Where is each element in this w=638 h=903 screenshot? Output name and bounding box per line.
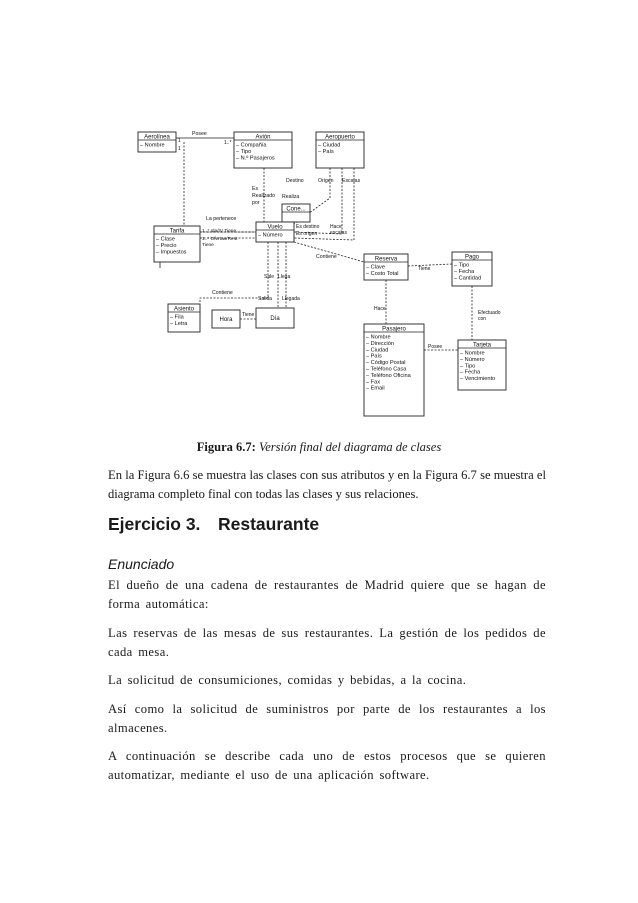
exercise-title: Restaurante — [218, 514, 320, 534]
class-attr-tarifa: – Precio — [156, 242, 177, 249]
label-tiene: Tiene — [418, 266, 431, 272]
class-attr-tarjeta: – Vencimiento — [460, 376, 496, 383]
class-attr-pago: – Tipo — [454, 262, 470, 269]
class-attr-vuelo: – Número — [258, 232, 283, 239]
class-name-tarifa: Tarifa — [169, 228, 185, 235]
class-attr-avion: – Compañía — [236, 142, 267, 149]
class-name-hora: Hora — [219, 317, 233, 323]
class-attr-tarifa: – Impuestos — [156, 249, 187, 256]
caption-text: Versión final del diagrama de clases — [258, 440, 442, 454]
paragraph-4: Así como la solicitud de suministros por parte de los restaurantes a los almacenes. — [108, 702, 546, 735]
class-name-tarjeta: Tarjeta — [472, 342, 492, 349]
class-attr-avion: – N.º Pasajeros — [236, 155, 275, 162]
intro-paragraph: En la Figura 6.6 se muestra las clases con sus atributos y en la Figura 6.7 se muestra el diagrama completo final con todas las clases y sus relaciones. — [108, 468, 546, 501]
label-llegada: Llegada — [282, 296, 300, 302]
label-llega: Llega — [278, 274, 291, 280]
label-hace: Hace — [374, 306, 386, 312]
label-la-pertenece: La pertenece — [206, 216, 237, 222]
label-sale: Sale — [264, 274, 275, 280]
class-attr-asiento: – Fila — [170, 314, 184, 321]
paragraph-1: El dueño de una cadena de restaurantes de Madrid quiere que se hagan de forma automática: — [108, 578, 546, 611]
class-name-aeropuerto: Aeropuerto — [325, 134, 355, 141]
class-name-conexion: Cone... — [286, 206, 306, 213]
paragraph-5: A continuación se describe cada uno de estos procesos que se quieren automatizar, mediante el uso de una aplicación software. — [108, 749, 546, 782]
class-attr-tarjeta: – Nombre — [460, 350, 485, 357]
class-name-dia: Día — [270, 316, 280, 322]
caption-label: Figura 6.7: — [196, 440, 256, 454]
label-es-realizado-por: por — [252, 200, 260, 206]
class-attr-pasajero: – Ciudad — [366, 347, 389, 354]
label-posee: Posee — [428, 344, 443, 350]
label-salida: Salida — [258, 296, 272, 302]
label-mult: 1..* — [224, 140, 232, 146]
class-attr-pasajero: – Fax — [366, 379, 380, 386]
label-contiene: Contiene — [316, 254, 337, 260]
class-attr-pago: – Fecha — [454, 268, 475, 275]
label-contiene: Contiene — [212, 290, 233, 296]
class-attr-tarjeta: – Tipo — [460, 363, 476, 370]
class-name-vuelo: Vuelo — [267, 224, 283, 231]
label-mult: 1 — [178, 146, 181, 152]
class-attr-aerolinea: – Nombre — [140, 142, 165, 149]
label-destino: Destino — [286, 178, 304, 184]
class-name-pago: Pago — [464, 254, 480, 261]
section-title: Enunciado — [108, 556, 175, 572]
label-es-realizado-por: Es — [252, 186, 259, 192]
label-ofertas: 1..* Ofertas/Rest — [202, 237, 238, 242]
class-attr-reserva: – Costo Total — [366, 270, 399, 277]
figure-caption — [0, 440, 638, 455]
label-efectuado-con: con — [478, 316, 487, 322]
class-name-avion: Avión — [255, 134, 271, 141]
class-name-pasajero: Pasajero — [382, 326, 406, 333]
class-attr-aeropuerto: – País — [318, 148, 334, 155]
assoc-vuelo-asiento — [200, 242, 268, 316]
label-escalas: Escalas — [342, 178, 361, 184]
class-attr-pasajero: – Nombre — [366, 334, 391, 341]
class-name-asiento: Asiento — [173, 306, 195, 313]
exercise-number: Ejercicio 3. — [108, 514, 201, 534]
label-hace-escalas: escalas — [330, 230, 347, 236]
label-es-realizado-por: Realizado — [252, 193, 276, 199]
class-diagram — [130, 128, 550, 418]
exercise-heading — [108, 514, 319, 535]
class-attr-avion: – Tipo — [236, 148, 252, 155]
class-attr-pasajero: – Teléfono Oficina — [366, 372, 411, 379]
class-attr-pasajero: – Código Postal — [366, 360, 406, 367]
label-efectuado-con: Efectuado — [478, 310, 501, 316]
label-hace-escalas: Hace — [330, 224, 342, 230]
class-attr-reserva: – Clave — [366, 264, 385, 271]
class-name-aerolinea: Aerolínea — [144, 134, 170, 141]
label-posee: Posee — [192, 131, 207, 137]
class-attr-pasajero: – Email — [366, 385, 385, 392]
class-name-reserva: Reserva — [374, 256, 398, 263]
class-attr-pasajero: – País — [366, 353, 382, 360]
class-attr-aeropuerto: – Ciudad — [318, 142, 341, 149]
class-attr-tarjeta: – Fecha — [460, 369, 481, 376]
paragraph-2: Las reservas de las mesas de sus restaurantes. La gestión de los pedidos de cada mesa. — [108, 626, 546, 659]
class-attr-tarifa: – Clase — [156, 236, 175, 243]
label-es-origen: Es origen — [296, 231, 318, 237]
class-attr-pago: – Cantidad — [454, 275, 482, 282]
class-attr-pasajero: – Teléfono Casa — [366, 366, 407, 373]
class-attr-tarjeta: – Número — [460, 356, 485, 363]
label-mult: 1 — [178, 138, 181, 144]
class-attr-pasajero: – Dirección — [366, 340, 394, 347]
label-ofertas: Tiene — [202, 243, 214, 248]
label-realiza: Realiza — [282, 194, 300, 200]
class-attr-asiento: – Letra — [170, 320, 188, 327]
label-es-destino: Es destino — [296, 224, 320, 230]
paragraph-3: La solicitud de consumiciones, comidas y bebidas, a la cocina. — [108, 673, 467, 687]
label-tiene: Tiene — [242, 312, 255, 318]
label-origen: Origen — [318, 178, 334, 184]
label-ida-tiene: 1..* Ida/IV Tiene — [202, 229, 237, 234]
